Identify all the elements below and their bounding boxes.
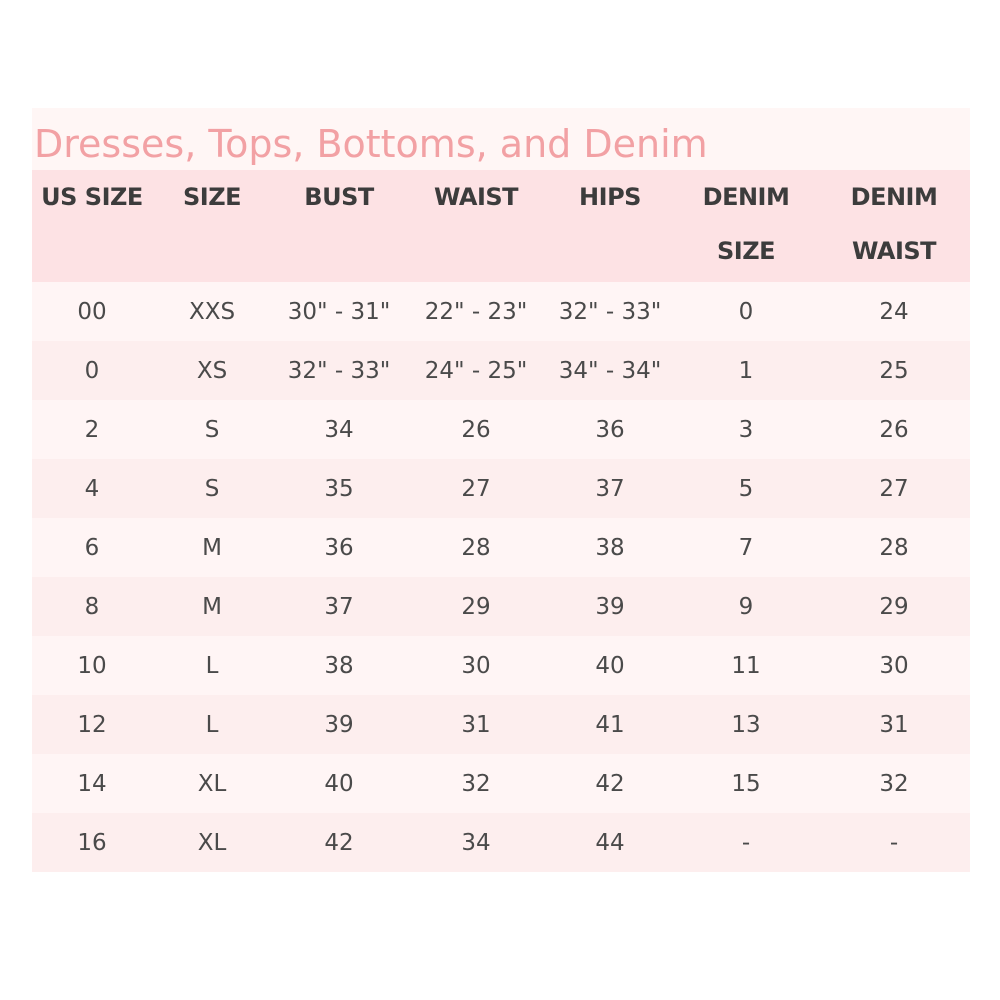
cell-bust: 30" - 31"	[287, 298, 391, 325]
cell-waist: 34	[461, 829, 491, 856]
cell-bust: 40	[324, 770, 354, 797]
cell-hips: 38	[595, 534, 625, 561]
table-row	[32, 341, 970, 400]
cell-hips: 44	[595, 829, 625, 856]
cell-bust: 35	[324, 475, 354, 502]
cell-us-size: 4	[84, 475, 100, 502]
cell-size: S	[204, 475, 220, 502]
cell-hips: 34" - 34"	[558, 357, 662, 384]
cell-us-size: 0	[84, 357, 100, 384]
table-row	[32, 400, 970, 459]
cell-waist: 30	[461, 652, 491, 679]
cell-waist: 29	[461, 593, 491, 620]
cell-denim-waist: 27	[879, 475, 909, 502]
cell-denim-waist: -	[889, 829, 899, 856]
header-denim-waist-line2: WAIST	[851, 237, 937, 265]
cell-waist: 27	[461, 475, 491, 502]
table-row	[32, 695, 970, 754]
cell-size: L	[205, 711, 219, 738]
table-row	[32, 577, 970, 636]
cell-bust: 34	[324, 416, 354, 443]
size-chart-panel	[32, 108, 970, 872]
header-waist: WAIST	[433, 183, 519, 211]
cell-waist: 24" - 25"	[424, 357, 528, 384]
cell-bust: 39	[324, 711, 354, 738]
cell-bust: 32" - 33"	[287, 357, 391, 384]
cell-hips: 36	[595, 416, 625, 443]
cell-denim-size: 1	[738, 357, 754, 384]
cell-denim-waist: 24	[879, 298, 909, 325]
cell-denim-waist: 32	[879, 770, 909, 797]
cell-bust: 42	[324, 829, 354, 856]
cell-size: XL	[197, 770, 227, 797]
cell-waist: 32	[461, 770, 491, 797]
cell-denim-waist: 30	[879, 652, 909, 679]
cell-denim-waist: 25	[879, 357, 909, 384]
cell-denim-size: -	[741, 829, 751, 856]
table-row	[32, 754, 970, 813]
header-denim-waist	[818, 170, 970, 282]
cell-hips: 37	[595, 475, 625, 502]
cell-denim-size: 3	[738, 416, 754, 443]
cell-us-size: 16	[77, 829, 107, 856]
table-body	[32, 282, 970, 872]
table-row	[32, 636, 970, 695]
cell-size: S	[204, 416, 220, 443]
cell-us-size: 14	[77, 770, 107, 797]
cell-hips: 42	[595, 770, 625, 797]
cell-denim-size: 7	[738, 534, 754, 561]
table-row	[32, 282, 970, 341]
cell-us-size: 6	[84, 534, 100, 561]
cell-size: XXS	[188, 298, 236, 325]
cell-denim-size: 5	[738, 475, 754, 502]
cell-denim-size: 9	[738, 593, 754, 620]
table-row	[32, 813, 970, 872]
cell-size: L	[205, 652, 219, 679]
cell-denim-waist: 29	[879, 593, 909, 620]
cell-size: M	[202, 593, 222, 620]
cell-denim-size: 11	[731, 652, 761, 679]
cell-us-size: 12	[77, 711, 107, 738]
header-denim-waist-line1: DENIM	[850, 183, 938, 211]
cell-denim-size: 13	[731, 711, 761, 738]
cell-hips: 39	[595, 593, 625, 620]
cell-us-size: 00	[77, 298, 107, 325]
table-row	[32, 518, 970, 577]
chart-title: Dresses, Tops, Bottoms, and Denim	[34, 122, 708, 166]
cell-denim-size: 0	[738, 298, 754, 325]
cell-denim-waist: 28	[879, 534, 909, 561]
cell-hips: 32" - 33"	[558, 298, 662, 325]
header-size: SIZE	[182, 183, 241, 211]
cell-denim-waist: 31	[879, 711, 909, 738]
cell-denim-waist: 26	[879, 416, 909, 443]
cell-size: XS	[196, 357, 228, 384]
table-header	[32, 170, 970, 282]
cell-us-size: 8	[84, 593, 100, 620]
cell-hips: 41	[595, 711, 625, 738]
cell-waist: 26	[461, 416, 491, 443]
header-hips: HIPS	[579, 183, 641, 211]
cell-denim-size: 15	[731, 770, 761, 797]
table-row	[32, 459, 970, 518]
cell-waist: 22" - 23"	[424, 298, 528, 325]
cell-size: XL	[197, 829, 227, 856]
cell-size: M	[202, 534, 222, 561]
cell-bust: 37	[324, 593, 354, 620]
header-denim-size: DENIM SIZE	[702, 183, 790, 265]
cell-bust: 36	[324, 534, 354, 561]
cell-bust: 38	[324, 652, 354, 679]
header-us-size: US SIZE	[41, 183, 143, 211]
cell-us-size: 10	[77, 652, 107, 679]
cell-waist: 28	[461, 534, 491, 561]
cell-us-size: 2	[84, 416, 100, 443]
cell-hips: 40	[595, 652, 625, 679]
cell-waist: 31	[461, 711, 491, 738]
header-bust: BUST	[304, 183, 374, 211]
